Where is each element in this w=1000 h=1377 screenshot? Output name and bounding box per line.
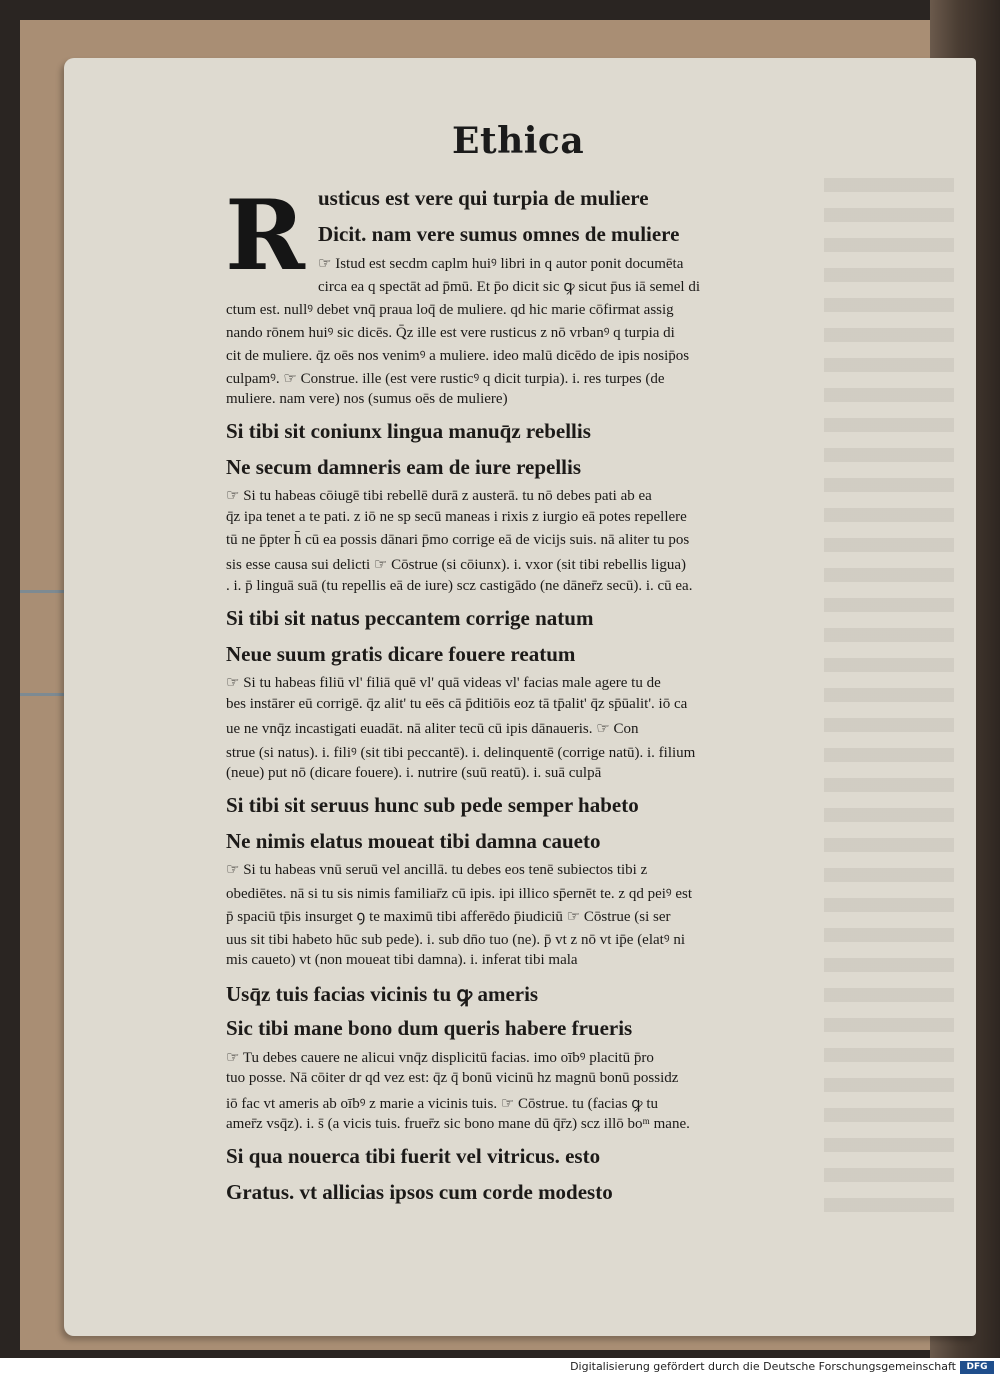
gloss-line: sis esse causa sui delicti ☞ Cōstrue (si cōiunx). i. vxor (sit tibi rebellis ligua) (226, 557, 687, 573)
verse-line: Si tibi sit natus peccantem corrige natum (226, 606, 594, 630)
verse-line: Ne nimis elatus moueat tibi damna caueto (226, 829, 601, 853)
verse-line: Dicit. nam vere sumus omnes de muliere (318, 222, 680, 246)
gloss-line: circa ea q spectāt ad p̄mū. Et p̄o dicit sic ꝙ sicut p̄us iā semel di (318, 279, 700, 295)
gloss-line: ue ne vnq̄z incastigati euadāt. nā aliter tecū cū ipis dānaueris. ☞ Con (226, 721, 639, 737)
gloss-line: ☞ Si tu habeas cōiugē tibi rebellē durā z austerā. tu nō debes pati ab ea (226, 488, 652, 504)
footer-bar (0, 1358, 1000, 1377)
gloss-line: tū ne p̄pter h̄ cū ea possis dānari p̄mo corrige eā de vicijs suis. nā aliter tu pos (226, 532, 690, 548)
gloss-line: ☞ Tu debes cauere ne alicui vnq̄z displicitū facias. imo oībꝰ placitū p̄ro (226, 1050, 654, 1066)
gloss-line: uus sit tibi habeto hūc sub pede). i. sub dn̄o tuo (ne). p̄ vt z nō vt ip̄e (elatꝰ ni (226, 932, 685, 948)
verse-line: Sic tibi mane bono dum queris habere frueris (226, 1016, 633, 1040)
gloss-line: (neue) put nō (dicare fouere). i. nutrire (suū reatū). i. suā culpā (226, 765, 602, 781)
verse-line: Ne secum damneris eam de iure repellis (226, 455, 582, 479)
dfg-logo-icon: DFG (960, 1361, 994, 1374)
drop-cap-initial: R (225, 179, 305, 292)
gloss-line: iō fac vt ameris ab oībꝰ z marie a vicinis tuis. ☞ Cōstrue. tu (facias ꝙ tu (226, 1096, 658, 1112)
gloss-line: ctum est. nullꝰ debet vnq̄ praua loq̄ de muliere. qd hic marie cōfirmat assig (226, 302, 674, 318)
show-through-text (824, 178, 954, 1228)
verse-line: Si tibi sit coniunx lingua manuq̄z rebellis (226, 419, 591, 443)
running-head: Ethica (452, 120, 585, 162)
verse-line: Si qua nouerca tibi fuerit vel vitricus. esto (226, 1144, 601, 1168)
footer-credit: Digitalisierung gefördert durch die Deutsche Forschungsgemeinschaft (570, 1360, 956, 1373)
gloss-line: obediētes. nā si tu sis nimis familiar̄z cū ipis. ipi illico sp̄ernēt te. z qd peiꝰ est (226, 886, 693, 902)
gloss-line: strue (si natus). i. filiꝰ (sit tibi peccantē). i. delinquentē (corrige natū). i. filium (226, 745, 696, 761)
gloss-line: bes instārer eū corrigē. q̄z alit' tu eēs cā p̄ditiōis eoz tā tp̄alit' q̄z sp̄ūalit'. iō ca (226, 696, 688, 712)
verse-line: Neue suum gratis dicare fouere reatum (226, 642, 576, 666)
gloss-line: cit de muliere. q̄z oēs nos venimꝰ a muliere. ideo malū dicēdo de ipis nosip̄os (226, 348, 690, 364)
gloss-line: tuo posse. Nā cōiter dr qd vez est: q̄z q̄ bonū vicinū hz magnū bonū possidz (226, 1070, 679, 1086)
gloss-line: amer̄z vsq̄z). i. s̄ (a vicis tuis. fruer̄z sic bono mane dū q̄r̄z) scz illō boᵐ mane. (226, 1116, 690, 1132)
gloss-line: ☞ Istud est secdm caplm huiꝰ libri in q autor ponit documēta (318, 256, 684, 272)
verse-line: Gratus. vt allicias ipsos cum corde modesto (226, 1180, 613, 1204)
gloss-line: ☞ Si tu habeas vnū seruū vel ancillā. tu debes eos tenē subiectos tibi z (226, 862, 648, 878)
gloss-line: culpamꝰ. ☞ Construe. ille (est vere rusticꝰ q dicit turpia). i. res turpes (de (226, 371, 665, 387)
gloss-line: ☞ Si tu habeas filiū vl' filiā quē vl' quā videas vl' facias male agere tu de (226, 675, 661, 691)
gloss-line: . i. p̄ linguā suā (tu repellis eā de iure) scz castigādo (ne dāner̄z secū). i. cū ea. (226, 578, 693, 594)
gloss-line: p̄ spaciū tp̄is insurget ꝯ te maximū tibi afferēdo p̄iudiciū ☞ Cōstrue (si ser (226, 909, 671, 925)
verse-line: usticus est vere qui turpia de muliere (318, 186, 649, 210)
gloss-line: nando rōnem huiꝰ sic dicēs. Q̄z ille est vere rusticus z nō vrbanꝰ q turpia di (226, 325, 675, 341)
verse-line: Usq̄z tuis facias vicinis tu ꝙ ameris (226, 982, 539, 1006)
verse-line: Si tibi sit seruus hunc sub pede semper habeto (226, 793, 639, 817)
gloss-line: muliere. nam vere) nos (sumus oēs de muliere) (226, 391, 508, 407)
gloss-line: mis caueto) vt (non moueat tibi damna). i. inferat tibi mala (226, 952, 578, 968)
gloss-line: q̄z ipa tenet a te pati. z iō ne sp secū maneas i rixis z iurgio eā potes repellere (226, 509, 687, 525)
